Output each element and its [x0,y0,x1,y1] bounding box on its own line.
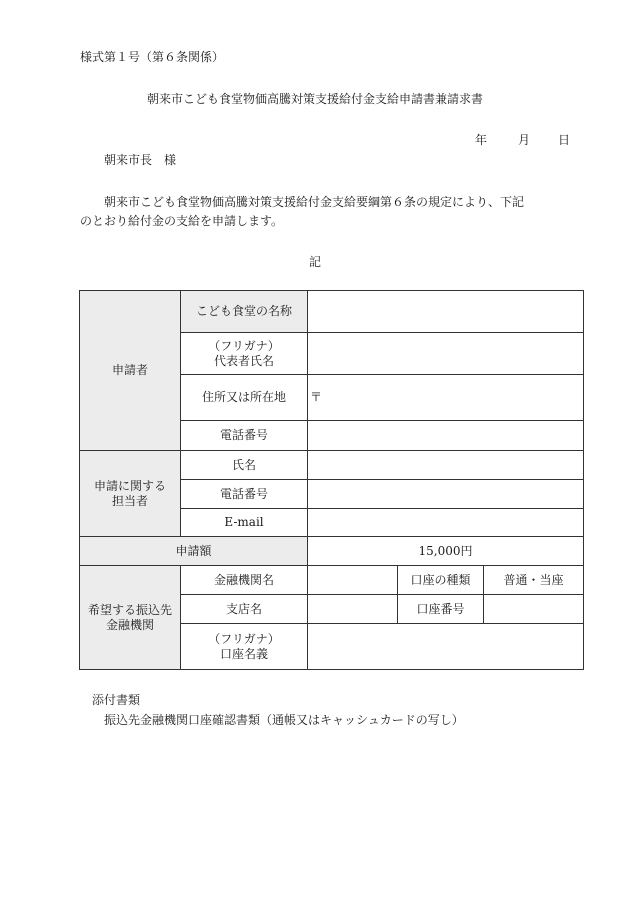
contact-phone-label: 電話番号 [181,480,308,509]
postal-mark: 〒 [310,390,323,404]
address-label: 住所又は所在地 [181,375,308,421]
contact-email-field[interactable] [308,509,584,537]
account-number-label: 口座番号 [398,595,484,624]
applicant-section-header: 申請者 [80,291,181,451]
representative-label [181,333,308,375]
applicant-phone-label: 電話番号 [181,421,308,451]
representative-name-label: 代表者氏名 [213,353,274,368]
address-field[interactable] [308,375,584,421]
institution-label: 金融機関名 [181,566,308,595]
contact-section-header [80,451,181,537]
attachment-item: 振込先金融機関口座確認書類（通帳又はキャッシュカードの写し） [104,713,464,727]
contact-email-label: E-mail [181,509,308,537]
contact-name-label: 氏名 [181,451,308,480]
form-number: 様式第１号（第６条関係） [80,50,225,64]
account-type-value[interactable]: 普通・当座 [484,566,584,595]
account-type-label: 口座の種類 [398,566,484,595]
amount-label: 申請額 [80,537,308,566]
applicant-phone-field[interactable] [308,421,584,451]
contact-phone-field[interactable] [308,480,584,509]
contact-header-line-2: 担当者 [111,493,148,508]
account-holder-label [181,624,308,670]
representative-furigana-label: （フリガナ） [208,338,280,353]
institution-field[interactable] [308,566,398,595]
body-text-line-1: 朝来市こども食堂物価高騰対策支援給付金支給要綱第６条の規定により、下記 [104,195,525,209]
account-number-field[interactable] [484,595,584,624]
bank-section-header [80,566,181,670]
shokudo-name-field[interactable] [308,291,584,333]
body-text-line-2: のとおり給付金の支給を申請します。 [80,214,284,228]
shokudo-name-label: こども食堂の名称 [181,291,308,333]
account-holder-field[interactable] [308,624,584,670]
bank-header-line-2: 金融機関 [105,617,154,632]
ki-marker: 記 [308,255,321,269]
branch-field[interactable] [308,595,398,624]
application-table [79,290,584,670]
representative-field[interactable] [308,333,584,375]
addressee: 朝来市長 様 [104,153,177,167]
date-year-label: 年 [475,133,488,147]
contact-header-line-1: 申請に関する [93,478,166,493]
contact-name-field[interactable] [308,451,584,480]
account-holder-name-label: 口座名義 [219,646,268,661]
branch-label: 支店名 [181,595,308,624]
account-holder-furigana-label: （フリガナ） [208,631,280,646]
date-day-label: 日 [558,133,571,147]
date-month-label: 月 [518,133,531,147]
bank-header-line-1: 希望する振込先 [87,602,172,617]
amount-value: 15,000円 [308,537,584,566]
attachments-heading: 添付書類 [92,693,141,707]
document-title: 朝来市こども食堂物価高騰対策支援給付金支給申請書兼請求書 [146,92,483,106]
